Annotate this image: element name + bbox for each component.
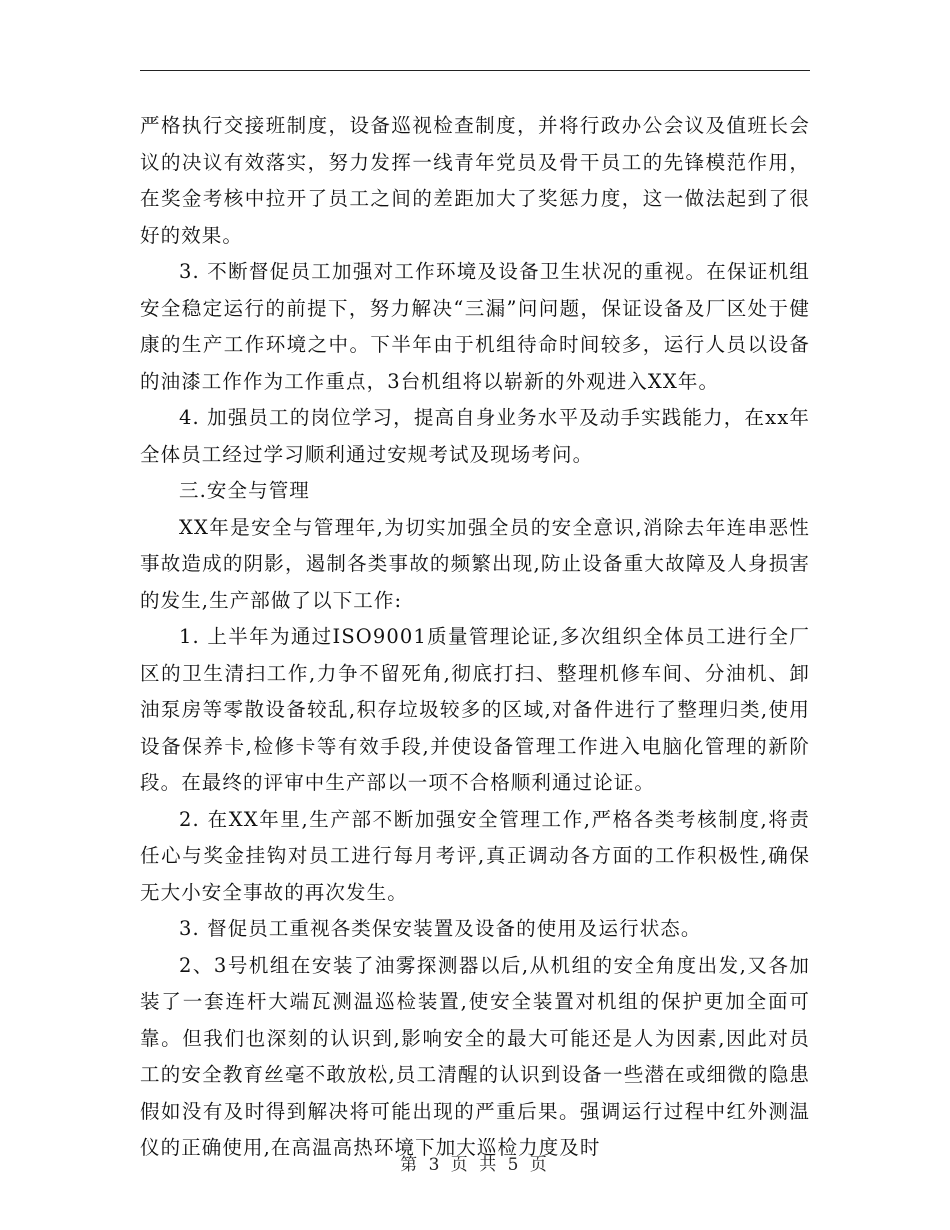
paragraph-7: 2. 在XX年里,生产部不断加强安全管理工作,严格各类考核制度,将责任心与奖金挂钩对员工进行每月考评,真正调动各方面的工作积极性,确保无大小安全事故的再次发生。 [140,807,810,904]
paragraph-8: 3. 督促员工重视各类保安装置及设备的使用及运行状态。 [179,917,702,940]
paragraph-9: 2、3号机组在安装了油雾探测器以后,从机组的安全角度出发,又各加装了一套连杆大端瓦测温巡检装置,使安全装置对机组的保护更加全面可靠。但我们也深刻的认识到,影响安全的最大可能还是人为因素,因此对员工的安全教育丝毫不敢放松,员工清醒的认识到设备一些潜在或细微的隐患假如没有及时得到解决将可能出现的严重后果。强调运行过程中红外测温仪的正确使用,在高温高热环境下加大巡检力度及时 [140,953,810,1159]
paragraph-6: 1. 上半年为通过ISO9001质量管理论证,多次组织全体员工进行全厂区的卫生清扫工作,力争不留死角,彻底打扫、整理机修车间、分油机、卸油泵房等零散设备较乱,积存垃圾较多的区域,对备件进行了整理归类,使用设备保养卡,检修卡等有效手段,并使设备管理工作进入电脑化管理的新阶段。在最终的评审中生产部以一项不合格顺利通过论证。 [140,625,810,794]
paragraph-2: 3. 不断督促员工加强对工作环境及设备卫生状况的重视。在保证机组安全稳定运行的前提下，努力解决“三漏”问问题，保证设备及厂区处于健康的生产工作环境之中。下半年由于机组待命时间较多，运行人员以设备的油漆工作作为工作重点，3台机组将以崭新的外观进入XX年。 [140,260,810,393]
paragraph-3: 4. 加强员工的岗位学习，提高自身业务水平及动手实践能力，在xx年全体员工经过学习顺利通过安规考试及现场考问。 [140,406,810,466]
paragraph-5: XX年是安全与管理年,为切实加强全员的安全意识,消除去年连串恶性事故造成的阴影，遏制各类事故的频繁出现,防止设备重大故障及人身损害的发生,生产部做了以下工作: [140,515,810,612]
body-text [140,108,810,1167]
section-heading: 三.安全与管理 [179,479,310,502]
paragraph-1: 严格执行交接班制度，设备巡视检查制度，并将行政办公会议及值班长会议的决议有效落实，努力发挥一线青年党员及骨干员工的先锋模范作用，在奖金考核中拉开了员工之间的差距加大了奖惩力度，这一做法起到了很好的效果。 [140,114,810,247]
header-rule [140,70,810,71]
page-number-footer: 第 3 页 共 5 页 [400,1155,550,1175]
